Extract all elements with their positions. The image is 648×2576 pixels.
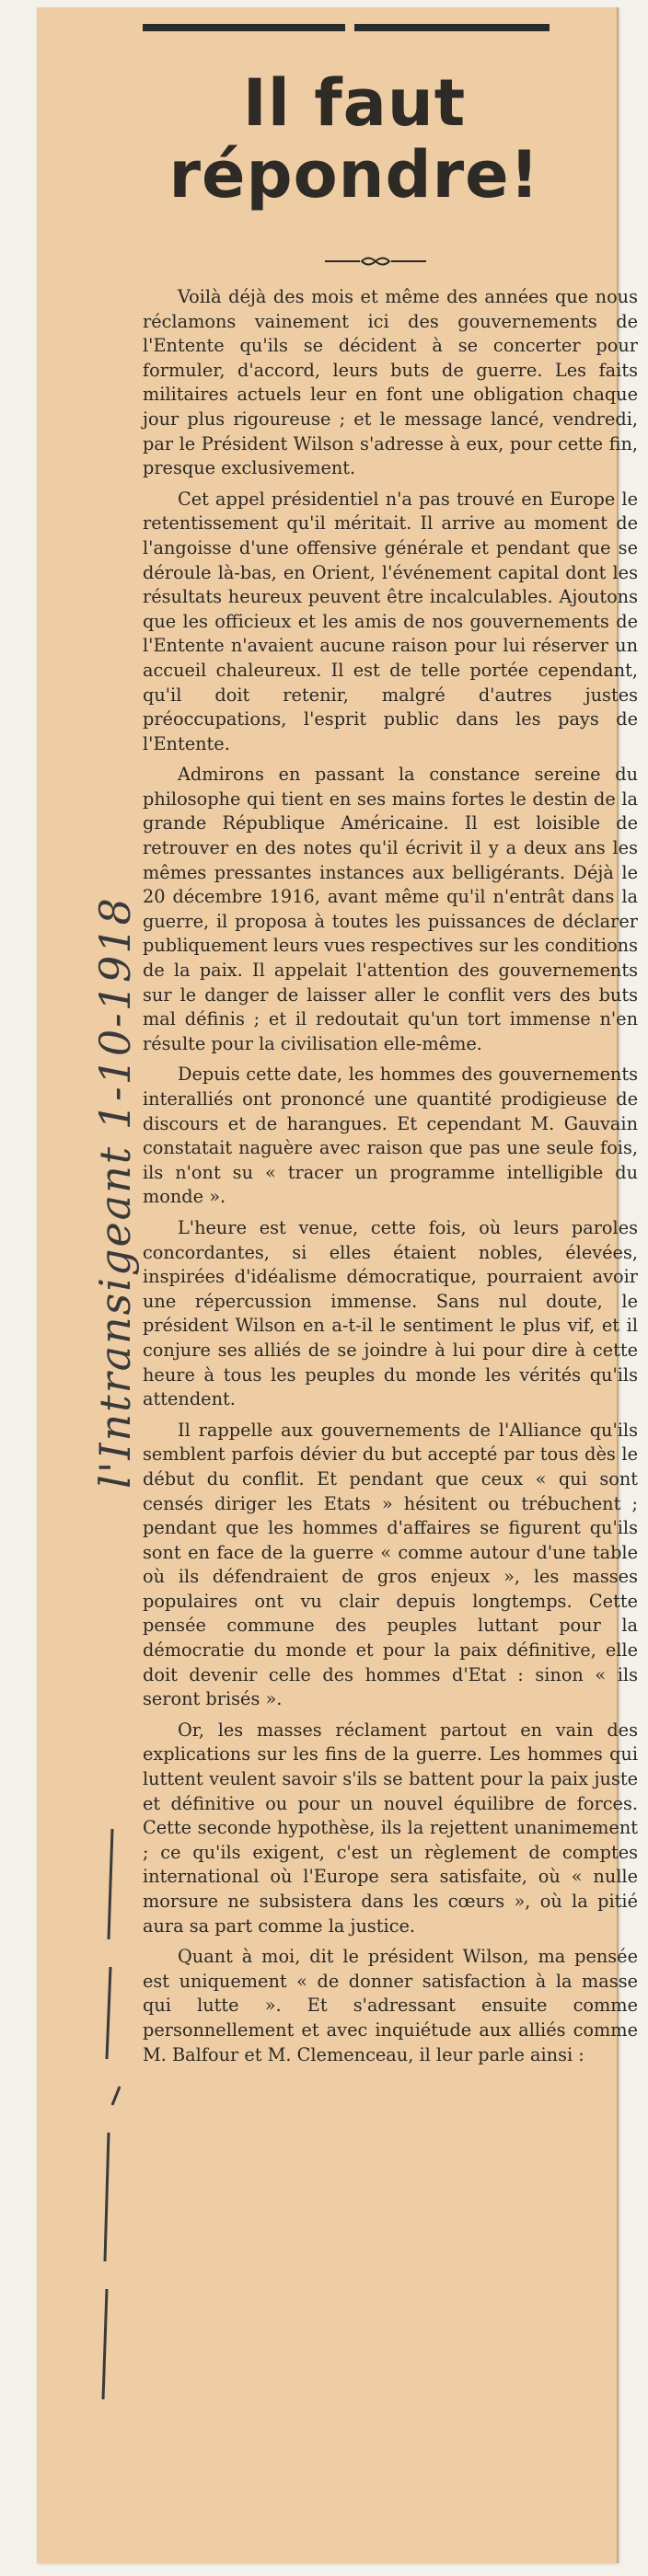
paragraph: Voilà déjà des mois et même des années que nous réclamons vainement ici des gouvernements de l'Entente qu'ils se décident à se concerter pour formuler, d'accord, leurs buts de guerre. Les faits militaires actuels leur en font une obligation chaque jour plus rigoureuse ; et le message lancé, vendredi, par le Président Wilson s'adresse à eux, pour cette fin, presque exclusivement. [143,286,638,479]
headline-line-1: Il faut [242,65,467,141]
article-body [143,285,638,2074]
paragraph: Il rappelle aux gouvernements de l'Alliance qu'ils semblent parfois dévier du but accepté par tous dès le début du conflit. Et pendant que ceux « qui sont censés diriger les Etats » hésitent ou trébuchent ; pendant que les hommes d'affaires se figurent qu'ils sont en face de la guerre « comme autour d'une table où ils défendraient de gros enjeux », les masses populaires ont vu clair depuis longtemps. Cette pensée commune des peuples luttant pour la démocratie du monde et pour la paix définitive, elle doit devenir celle des hommes d'Etat : sinon « ils seront brisés ». [143,1419,638,1710]
headline-line-2: répondre! [168,137,540,213]
handwritten-annotation: l'Intransigeant 1-10-1918 [90,896,140,1489]
headline [110,67,598,211]
top-rule-left [143,24,345,31]
paragraph: Admirons en passant la constance sereine du philosophe qui tient en ses mains fortes le destin de la grande République Américaine. Il est loisible de retrouver en des notes qu'il écrivit il y a deux ans les mêmes pressantes instances aux belligérants. Déjà le 20 décembre 1916, avant même qu'il n'entrât dans la guerre, il proposa à toutes les puissances de déclarer publiquement leurs vues respectives sur les conditions de la paix. Il appelait l'attention des gouvernements sur le danger de laisser aller le conflit vers des buts mal définis ; et il redoutait qu'un tort immense n'en résulte pour la civilisation elle-même. [143,764,638,1054]
newspaper-clipping [37,7,638,2563]
paragraph: Cet appel présidentiel n'a pas trouvé en Europe le retentissement qu'il méritait. Il arrive au moment de l'angoisse d'une offensive générale et pendant que se déroule là-bas, en Orient, l'événement capital dont les résultats heureux peuvent être incalculables. Ajoutons que les officieux et les amis de nos gouvernements de l'Entente n'avaient aucune raison pour lui réserver un accueil chaleureux. Il est de telle portée cependant, qu'il doit retenir, malgré d'autres justes préoccupations, l'esprit public dans les pays de l'Entente. [143,488,638,754]
top-rule-right [354,24,550,31]
paragraph: L'heure est venue, cette fois, où leurs paroles concordantes, si elles étaient nobles, élevées, inspirées d'idéalisme démocratique, pourraient avoir une répercussion immense. Sans nul doute, le président Wilson en a-t-il le sentiment le plus vif, et il conjure ses alliés de se joindre à lui pour dire à cette heure à tous les peuples du monde les vérités qu'ils attendent. [143,1216,638,1410]
paragraph: Or, les masses réclament partout en vain des explications sur les fins de la guerre. Les hommes qui luttent veulent savoir s'ils se battent pour la paix juste et définitive ou pour un nouvel équilibre de forces. Cette seconde hypothèse, ils la rejettent unanimement ; ce qu'ils exigent, c'est un règlement de comptes international où l'Europe sera satisfaite, où « nulle morsure ne subsistera dans les cœurs », où la pitié aura sa part comme la justice. [143,1719,638,1937]
margin-pen-marks [92,1829,129,2399]
ornament-divider-icon [325,254,426,269]
paragraph: Quant à moi, dit le président Wilson, ma pensée est uniquement « de donner satisfaction à la masse qui lutte ». Et s'adressant ensuite comme personnellement et avec inquiétude aux alliés comme M. Balfour et M. Clemenceau, il leur parle ainsi : [143,1946,638,2065]
paragraph: Depuis cette date, les hommes des gouvernements interalliés ont prononcé une quantité prodigieuse de discours et de harangues. Et cependant M. Gauvain constatait naguère avec raison que pas une seule fois, ils n'ont su « tracer un programme intelligible du monde ». [143,1064,638,1208]
